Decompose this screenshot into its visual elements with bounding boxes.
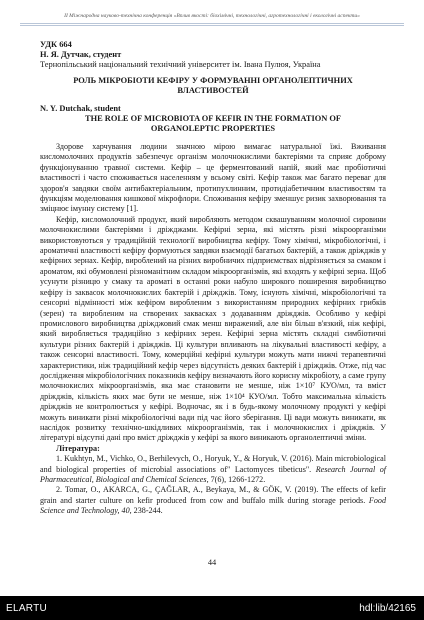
article-body — [40, 40, 386, 517]
handle-id: hdl:lib/42165 — [359, 603, 416, 614]
paragraph: Кефір, кисломолочний продукт, який виробляють методом сквашуванням молочної сировини молочнокислими бактеріями і дріжджами. Кефірні зерна, які містять різні мікроорганізми використовуються у традиційній технології виробництва кефіру. Тому хімічні, мікробіологічні, і ароматичні властивості кефіру формуються завдяки взаємодії багатьох бактерій, а також дріжджів у кефірних зернах. Кефір, вироблений на різних виробничих підприємствах відрізняється за смаком і ароматом, які обумовлені різноманітним складом мікроорганізмів, які входять у кефірні зерна. Щоб усунути різницю у смаку та ароматі в останні роки набуло широкого поширення виробництво кефіру із заквасок молочнокислих бактерій і дріжджів. Тому, існують хімічні, мікробіологічні та сенсорні відмінності між кефіром виробленим з використанням природних кефірних грибків (зерен) та виробленим на створених заквасках з додаванням дріжджів. Особливо у кефірі промислового виробництва дріжджовий смак менш виражений, але він більш в'язкий, ніж кефірі, який виробляється традиційно з кефірних зерен. Кефірні зерна містять складні симбіотичні культури різних бактерій і дріжджів. Ці культури впливають на лікувальні властивості кефіру, а також сенсорні властивості. Тому, комерційні кефірні культури можуть мати нижчі терапевтичні характеристики, ніж традиційний кефір через відсутність деяких бактерій і дріжджів. Отже, під час дослідження мікробіологічних показників кефіру визначають його корисну мікробіоту, а саме групу молочнокислих мікроорганізмів, яка має становити не менше, ніж 1×10⁷ КУО/мл, та вміст дріжджів, кількість яких має бути не менше, ніж 1×10⁴ КУО/мл. Тобто максимальна кількість дріжджів не контролюється у кефірі. Водночас, як і в будь-якому молочному продукті у кефірі можуть виникати різні мікробіологічні вади під час його зберігання. Ці вади можуть виникати, як наслідок розвитку технічно-шкідливих мікроорганізмів, так і молочнокислих і дріжджів. У літературі відсутні дані про вміст дріжджів у кефірі за якого виникають органолептичні зміни. — [40, 214, 386, 443]
author-en: N. Y. Dutchak, student — [40, 104, 121, 113]
paragraph: Здорове харчування людини значною мірою вимагає натуральної їжі. Вживання кисломолочних продуктів забезпечує організм молочнокислими бактеріями та сприяє доброму функціонуванню травної системи. Кефір – це ферментований напій, який має пробіотичні властивості і часто споживається населенням у всьому світі. Кефір також має багато переваг для здоров'я завдяки своїм антибактеріальним, протипухлинним, протидіабетичним властивостям та функціям моделювання кишкової мікрофлори. Споживання кефіру зменшує ризик захворювання та зміцнює імунну систему [1]. — [40, 142, 386, 214]
udc-code: УДК 664 — [40, 40, 72, 49]
reference-item — [40, 485, 386, 516]
references-heading: Література: — [56, 443, 100, 453]
conference-header-text: II Міжнародна науково-технічна конференція «Вплив якості: біохімічні, технологічні, агротехнологічні і екологічні аспекти» — [64, 13, 360, 19]
affiliation-uk: Тернопільський національний технічний університет ім. Івана Пулюя, Україна — [40, 60, 321, 69]
repository-name: ELARTU — [6, 603, 48, 614]
title-en: THE ROLE OF MICROBIOTA OF KEFIR IN THE FORMATION OF ORGANOLEPTIC PROPERTIES — [85, 114, 341, 133]
reference-text: 2. Tomar, O., AKARCA, G., ÇAĞLAR, A., Beykaya, M., & GÖK, V. (2019). The effects of kefir grain and starter culture on kefir produced from cow and buffalo milk during storage periods. — [40, 485, 386, 505]
conference-header — [20, 4, 404, 26]
reference-journal: Food Science and Technology, 40 — [40, 495, 386, 516]
reference-journal: Research Journal of Pharmaceutical, Biological and Chemical Sciences — [40, 464, 386, 484]
reference-tail: , 7(6), 1266-1272. — [206, 475, 266, 484]
repository-footer — [0, 596, 424, 620]
reference-text: 1. Kukhtyn, M., Vichko, O., Berhilevych, O., Horyuk, Y., & Horyuk, V. (2016). Main microbiological and biological properties of microbial associations of" Lactomyces tibeticus". — [40, 454, 386, 474]
reference-tail: , 238-244. — [129, 506, 163, 516]
title-uk: РОЛЬ МІКРОБІОТИ КЕФІРУ У ФОРМУВАННІ ОРГАНОЛЕПТИЧНИХ ВЛАСТИВОСТЕЙ — [73, 76, 353, 95]
author-uk: Н. Я. Дутчак, студент — [40, 50, 122, 59]
page-number: 44 — [207, 558, 217, 567]
reference-item — [40, 454, 386, 485]
